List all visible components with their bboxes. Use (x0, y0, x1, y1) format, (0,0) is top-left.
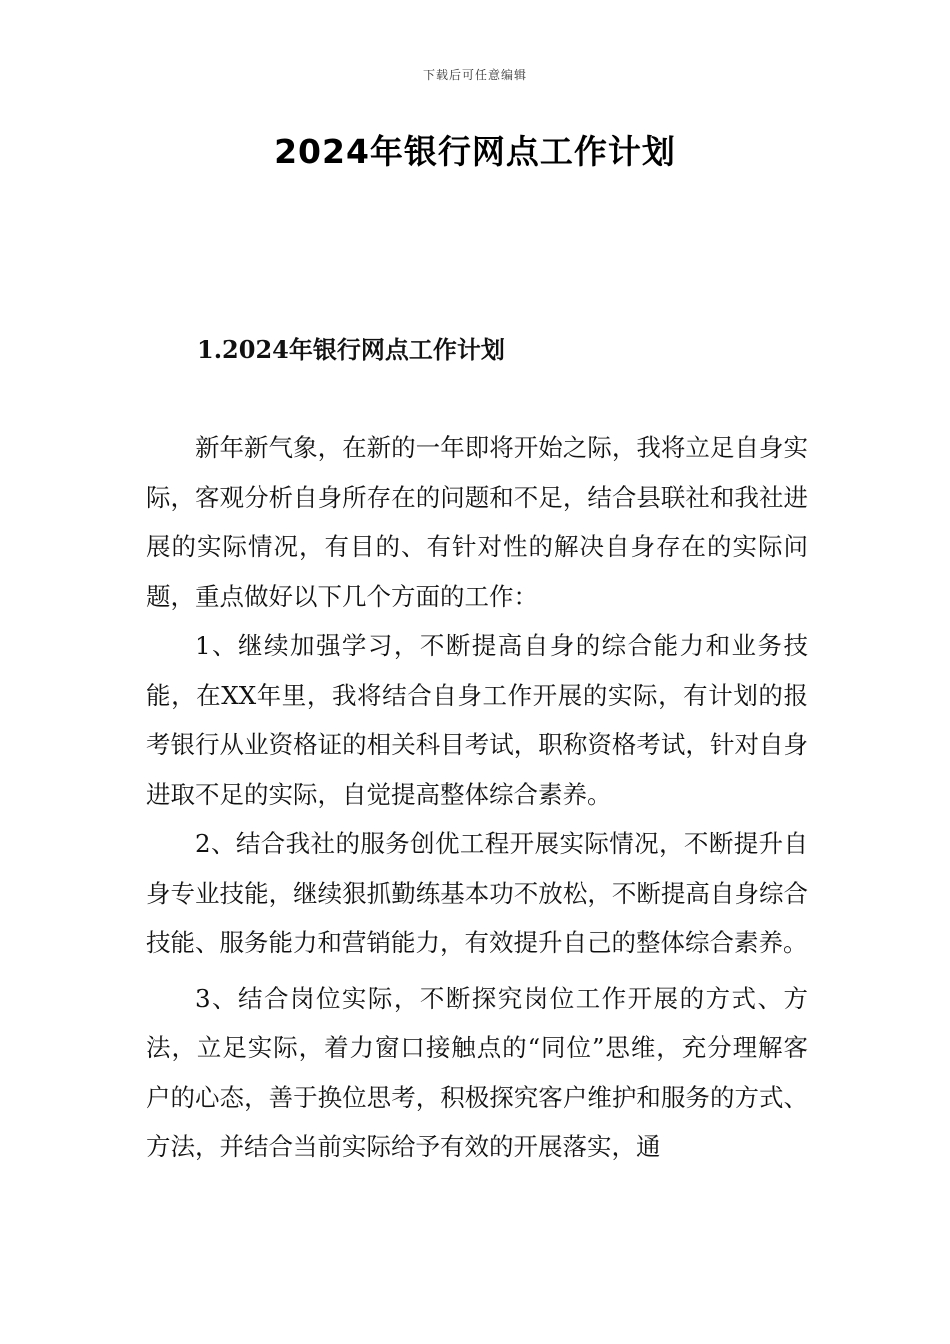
paragraph-item-1: 1、继续加强学习，不断提高自身的综合能力和业务技能，在XX年里，我将结合自身工作开展的实际，有计划的报考银行从业资格证的相关科目考试，职称资格考试，针对自身进取不足的实际，自觉提高整体综合素养。 (146, 631, 808, 809)
document-title: 2024年银行网点工作计划 (274, 132, 676, 171)
intro-paragraph: 新年新气象，在新的一年即将开始之际，我将立足自身实际，客观分析自身所存在的问题和不足，结合县联社和我社进展的实际情况，有目的、有针对性的解决自身存在的实际问题，重点做好以下几个方面的工作： (146, 433, 808, 611)
header-note: 下载后可任意编辑 (422, 68, 527, 82)
paragraph-item-2: 2、结合我社的服务创优工程开展实际情况，不断提升自身专业技能，继续狠抓勤练基本功不放松，不断提高自身综合技能、服务能力和营销能力，有效提升自己的整体综合素养。 (146, 829, 808, 957)
section-heading: 1.2024年银行网点工作计划 (197, 335, 505, 364)
body-text (146, 423, 808, 1172)
paragraph-item-3: 3、结合岗位实际，不断探究岗位工作开展的方式、方法，立足实际，着力窗口接触点的“同位”思维，充分理解客户的心态，善于换位思考，积极探究客户维护和服务的方式、方法，并结合当前实际给予有效的开展落实，通 (146, 983, 808, 1161)
